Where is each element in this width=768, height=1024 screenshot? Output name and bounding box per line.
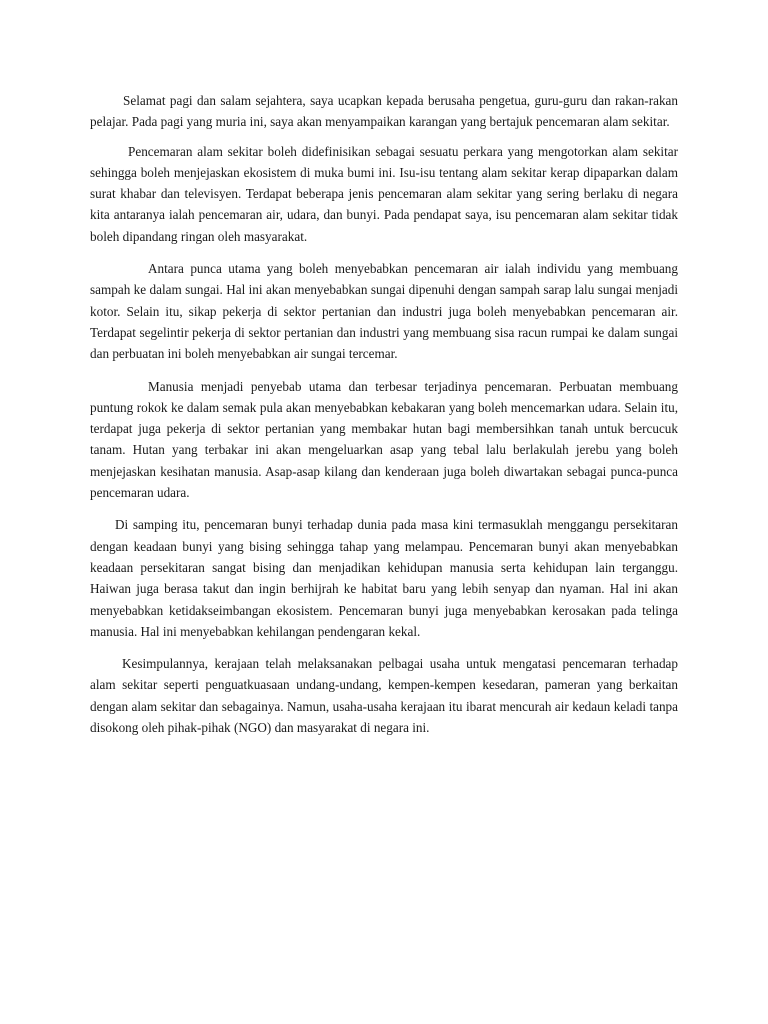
paragraph-conclusion: Kesimpulannya, kerajaan telah melaksanakan pelbagai usaha untuk mengatasi pencemaran terhadap alam sekitar seperti penguatkuasaan undang-undang, kempen-kempen kesedaran, pameran yang berkaitan dengan alam sekitar dan sebagainya. Namun, usaha-usaha kerajaan itu ibarat mencurah air kedaun keladi tanpa disokong oleh pihak-pihak (NGO) dan masyarakat di negara ini. <box>90 656 678 736</box>
paragraph-greeting: Selamat pagi dan salam sejahtera, saya ucapkan kepada berusaha pengetua, guru-guru dan rakan-rakan pelajar. Pada pagi yang muria ini, saya akan menyampaikan karangan yang bertajuk pencemaran alam sekitar. <box>90 93 678 130</box>
paragraph-air-pollution: Manusia menjadi penyebab utama dan terbesar terjadinya pencemaran. Perbuatan membuang puntung rokok ke dalam semak pula akan menyebabkan kebakaran yang boleh mencemarkan udara. Selain itu, terdapat juga pekerja di sektor pertanian yang membakar hutan bagi membersihkan tanah untuk bercucuk tanam. Hutan yang terbakar ini akan mengeluarkan asap yang tebal lalu berlakulah jerebu yang boleh menjejaskan kesihatan manusia. Asap-asap kilang dan kenderaan juga boleh diwartakan sebagai punca-punca pencemaran udara. <box>90 378 678 501</box>
paragraph-water-pollution: Antara punca utama yang boleh menyebabkan pencemaran air ialah individu yang membuang sampah ke dalam sungai. Hal ini akan menyebabkan sungai dipenuhi dengan sampah sarap lalu sungai menjadi kotor. Selain itu, sikap pekerja di sektor pertanian dan industri juga boleh menyebabkan pencemaran air. Terdapat segelintir pekerja di sektor pertanian dan industri yang membuang sisa racun rumpai ke dalam sungai dan perbuatan ini boleh menyebabkan air sungai tercemar. <box>90 261 678 362</box>
document-page <box>90 90 678 990</box>
paragraph-definition: Pencemaran alam sekitar boleh didefinisikan sebagai sesuatu perkara yang mengotorkan alam sekitar sehingga boleh menjejaskan ekosistem di muka bumi ini. Isu-isu tentang alam sekitar kerap dipaparkan dalam surat khabar dan televisyen. Terdapat beberapa jenis pencemaran alam sekitar yang sering berlaku di negara kita antaranya ialah pencemaran air, udara, dan bunyi. Pada pendapat saya, isu pencemaran alam sekitar tidak boleh dipandang ringan oleh masyarakat. <box>90 143 678 244</box>
paragraph-noise-pollution: Di samping itu, pencemaran bunyi terhadap dunia pada masa kini termasuklah menggangu persekitaran dengan keadaan bunyi yang bising sehingga tahap yang melampau. Pencemaran bunyi akan menyebabkan keadaan persekitaran sangat bising dan menjadikan kehidupan manusia serta kehidupan lain terganggu. Haiwan juga berasa takut dan ingin berhijrah ke habitat baru yang lebih senyap dan nyaman. Hal ini akan menyebabkan ketidakseimbangan ekosistem. Pencemaran bunyi juga menyebabkan kerosakan pada telinga manusia. Hal ini menyebabkan kehilangan pendengaran kekal. <box>90 517 678 639</box>
